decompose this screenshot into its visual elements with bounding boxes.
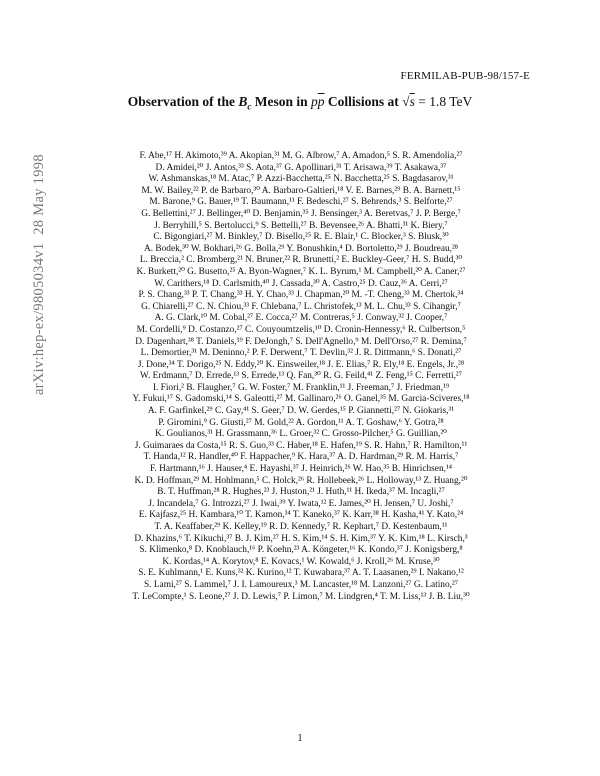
page-number: 1	[297, 733, 303, 744]
author-line: J. Incandela,⁷ G. Introzzi,²⁷ J. Iwai,³⁹ Y. Iwata,¹² E. James,²⁰ H. Jensen,⁷ U. Joshi,⁷	[148, 498, 454, 509]
author-line: S. E. Kuhlmann,¹ E. Kuns,³² K. Kurino,¹² T. Kuwabara,³⁷ A. T. Laasanen,²⁹ I. Nakano,¹²	[138, 568, 464, 579]
author-line: Y. Fukui,¹⁷ S. Gadomski,¹⁴ S. Galeotti,²⁷ M. Gallinaro,²⁶ O. Ganel,³⁵ M. Garcia-Sciveres,¹⁸	[132, 394, 470, 405]
author-line: W. Ashmanskas,¹⁸ M. Atac,⁷ P. Azzi-Bacchetta,²⁵ N. Bacchetta,²⁵ S. Bagdasarov,³¹	[148, 174, 454, 185]
antiproton-symbol: $\overline{p}$	[317, 94, 325, 109]
author-list	[72, 151, 530, 603]
author-line: T. Handa,¹² R. Handler,⁴⁰ F. Happacher,⁹ K. Hara,³⁷ A. D. Hardman,²⁹ R. M. Harris,⁷	[143, 452, 459, 463]
author-line: A. G. Clark,¹⁰ M. Cobal,²⁷ E. Cocca,²⁷ M. Contreras,⁵ J. Conway,³² J. Cooper,⁷	[154, 313, 448, 324]
author-line: W. Erdmann,⁷ D. Errede,¹³ S. Errede,¹³ Q. Fan,³⁰ R. G. Feild,⁴¹ Z. Feng,¹⁵ C. Ferretti,²⁷	[140, 371, 462, 382]
author-line: F. Abe,¹⁷ H. Akimoto,³⁹ A. Akopian,³¹ M. G. Albrow,⁷ A. Amadon,⁵ S. R. Amendolia,²⁷	[139, 151, 463, 161]
author-line: M. Barone,⁹ G. Bauer,¹⁹ T. Baumann,¹¹ F. Bedeschi,²⁷ S. Behrends,³ S. Belforte,²⁷	[149, 197, 453, 208]
meson-subscript: c	[247, 101, 252, 112]
author-line: W. Carithers,¹⁸ D. Carlsmith,⁴⁰ J. Cassada,³⁰ A. Castro,²⁵ D. Cauz,³⁶ A. Cerri,²⁷	[154, 278, 448, 289]
sqrt-sign: √	[402, 94, 410, 109]
title-middle: Meson in	[251, 94, 312, 109]
author-line: A. F. Garfinkel,²⁹ C. Gay,⁴¹ S. Geer,⁷ D. W. Gerdes,¹⁵ P. Giannetti,²⁷ N. Giokaris,³¹	[147, 406, 455, 417]
author-line: K. Kordas,¹⁴ A. Korytov,⁸ E. Kovacs,¹ W. Kowald,⁶ J. Kroll,²⁶ M. Kruse,³⁰	[162, 556, 440, 567]
author-line: F. Hartmann,¹⁶ J. Hauser,⁴ E. Hayashi,³⁷ J. Heinrich,²⁶ W. Hao,³⁵ B. Hinrichsen,¹⁴	[149, 464, 453, 475]
author-line: K. Burkett,²⁰ G. Busetto,²⁵ A. Byon-Wagner,⁷ K. L. Byrum,¹ M. Campbell,²⁰ A. Caner,²⁷	[136, 266, 466, 277]
author-line: D. Amidei,²⁰ J. Antos,³³ S. Aota,³⁷ G. Apollinari,³¹ T. Arisawa,³⁹ T. Asakawa,³⁷	[155, 162, 447, 173]
author-line: T. LeCompte,¹ S. Leone,²⁷ J. D. Lewis,⁷ P. Limon,⁷ M. Lindgren,⁴ T. M. Liss,¹³ J. B. Liu,³⁰	[132, 591, 470, 602]
title-collisions: Collisions at	[324, 94, 403, 109]
meson-symbol: B	[238, 94, 248, 109]
author-line: M. W. Bailey,²² P. de Barbaro,³⁰ A. Barbaro-Galtieri,¹⁸ V. E. Barnes,²⁹ B. A. Barnett,¹⁵	[141, 185, 461, 196]
author-line: S. Klimenko,⁸ D. Knoblauch,¹⁶ P. Koehn,²³ A. Köngeter,¹⁶ K. Kondo,³⁷ J. Konigsberg,⁸	[139, 545, 463, 556]
author-line: C. Bigongiari,²⁷ M. Binkley,⁷ D. Bisello,²⁵ R. E. Blair,¹ C. Blocker,³ S. Blusk,³⁰	[153, 232, 449, 243]
arxiv-id: arXiv:hep-ex/9805034v1	[31, 242, 47, 395]
author-line: P. S. Chang,³³ P. T. Chang,³³ H. Y. Chao,³³ J. Chapman,²⁰ M. -T. Cheng,³³ M. Chertok,³⁴	[138, 290, 464, 301]
author-line: J. Guimaraes da Costa,¹⁵ R. S. Guo,³³ C. Haber,¹⁸ E. Hafen,¹⁹ S. R. Hahn,⁷ R. Hamilton,¹¹	[134, 440, 468, 451]
author-line: J. Done,³⁴ T. Dorigo,²⁵ N. Eddy,²⁰ K. Einsweiler,¹⁸ J. E. Elias,⁷ R. Ely,¹⁸ E. Engels, Jr.,²⁸	[137, 359, 465, 370]
author-line: A. Bodek,³⁰ W. Bokhari,²⁶ G. Bolla,²⁹ Y. Bonushkin,⁴ D. Bortoletto,²⁹ J. Boudreau,²⁸	[143, 243, 459, 254]
author-line: D. Dagenhart,³⁸ T. Daniels,¹⁹ F. DeJongh,⁷ S. Dell'Agnello,⁹ M. Dell'Orso,²⁷ R. Demina,⁷	[135, 336, 467, 347]
proton-symbol: p	[311, 94, 318, 109]
author-line: K. Goulianos,³¹ H. Grassmann,³⁶ L. Groer,³² C. Grosso-Pilcher,⁵ G. Guillian,²⁰	[155, 429, 447, 440]
author-line: G. Chiarelli,²⁷ C. N. Chiou,³³ F. Chlebana,⁷ L. Christofek,¹³ M. L. Chu,³³ S. Cihangir,⁷	[141, 301, 461, 312]
author-line: E. Kajfasz,²⁵ H. Kambara,¹⁰ T. Kamon,³⁴ T. Kaneko,³⁷ K. Karr,³⁸ H. Kasha,⁴¹ Y. Kato,²⁴	[138, 510, 464, 521]
report-number: FERMILAB-PUB-98/157-E	[400, 70, 530, 82]
author-line: S. Lami,²⁷ S. Lammel,⁷ J. I. Lamoureux,³ M. Lancaster,¹⁸ M. Lanzoni,²⁷ G. Latino,²⁷	[143, 579, 459, 590]
energy-value: = 1.8 TeV	[414, 94, 473, 109]
author-line: T. A. Keaffaber,²⁹ K. Kelley,¹⁹ R. D. Kennedy,⁷ R. Kephart,⁷ D. Kestenbaum,¹¹	[154, 522, 448, 532]
author-line: D. Khazins,⁶ T. Kikuchi,³⁷ B. J. Kim,²⁷ H. S. Kim,¹⁴ S. H. Kim,³⁷ Y. K. Kim,¹⁸ L. Kirsch,³	[134, 533, 468, 544]
arxiv-date: 28 May 1998	[31, 154, 47, 235]
paper-title	[0, 94, 600, 112]
author-line: L. Demortier,³¹ M. Deninno,² P. F. Derwent,⁷ T. Devlin,³² J. R. Dittmann,⁶ S. Donati,²⁷	[140, 348, 462, 359]
sqrt-argument: s	[409, 94, 415, 109]
arxiv-stamp	[31, 154, 48, 395]
author-line: J. Berryhill,⁵ S. Bertolucci,⁹ S. Bettelli,²⁷ B. Bevensee,²⁶ A. Bhatti,³¹ K. Biery,⁷	[154, 220, 448, 231]
title-prefix: Observation of the	[127, 94, 239, 109]
author-line: K. D. Hoffman,²⁹ M. Hohlmann,⁵ C. Holck,²⁶ R. Hollebeek,²⁶ L. Holloway,¹³ Z. Huang,²⁰	[134, 475, 468, 486]
author-line: L. Breccia,² C. Bromberg,²¹ N. Bruner,²² R. Brunetti,² E. Buckley-Geer,⁷ H. S. Budd,³⁰	[139, 255, 463, 266]
author-line: G. Bellettini,²⁷ J. Bellinger,⁴⁰ D. Benjamin,³⁵ J. Bensinger,³ A. Beretvas,⁷ J. P. Berge,⁷	[141, 208, 461, 219]
author-line: M. Cordelli,⁹ D. Costanzo,²⁷ C. Couyoumtzelis,¹⁰ D. Cronin-Hennessy,⁶ R. Culbertson,⁵	[136, 324, 466, 335]
author-line: B. T. Huffman,²⁸ R. Hughes,²³ J. Huston,²¹ J. Huth,¹¹ H. Ikeda,³⁷ M. Incagli,²⁷	[157, 487, 445, 498]
author-line: I. Fiori,² B. Flaugher,⁷ G. W. Foster,⁷ M. Franklin,¹¹ J. Freeman,⁷ J. Friedman,¹⁹	[152, 382, 450, 393]
author-line: P. Giromini,⁹ G. Giusti,²⁷ M. Gold,²² A. Gordon,¹¹ A. T. Goshaw,⁶ Y. Gotra,²⁸	[158, 417, 444, 428]
